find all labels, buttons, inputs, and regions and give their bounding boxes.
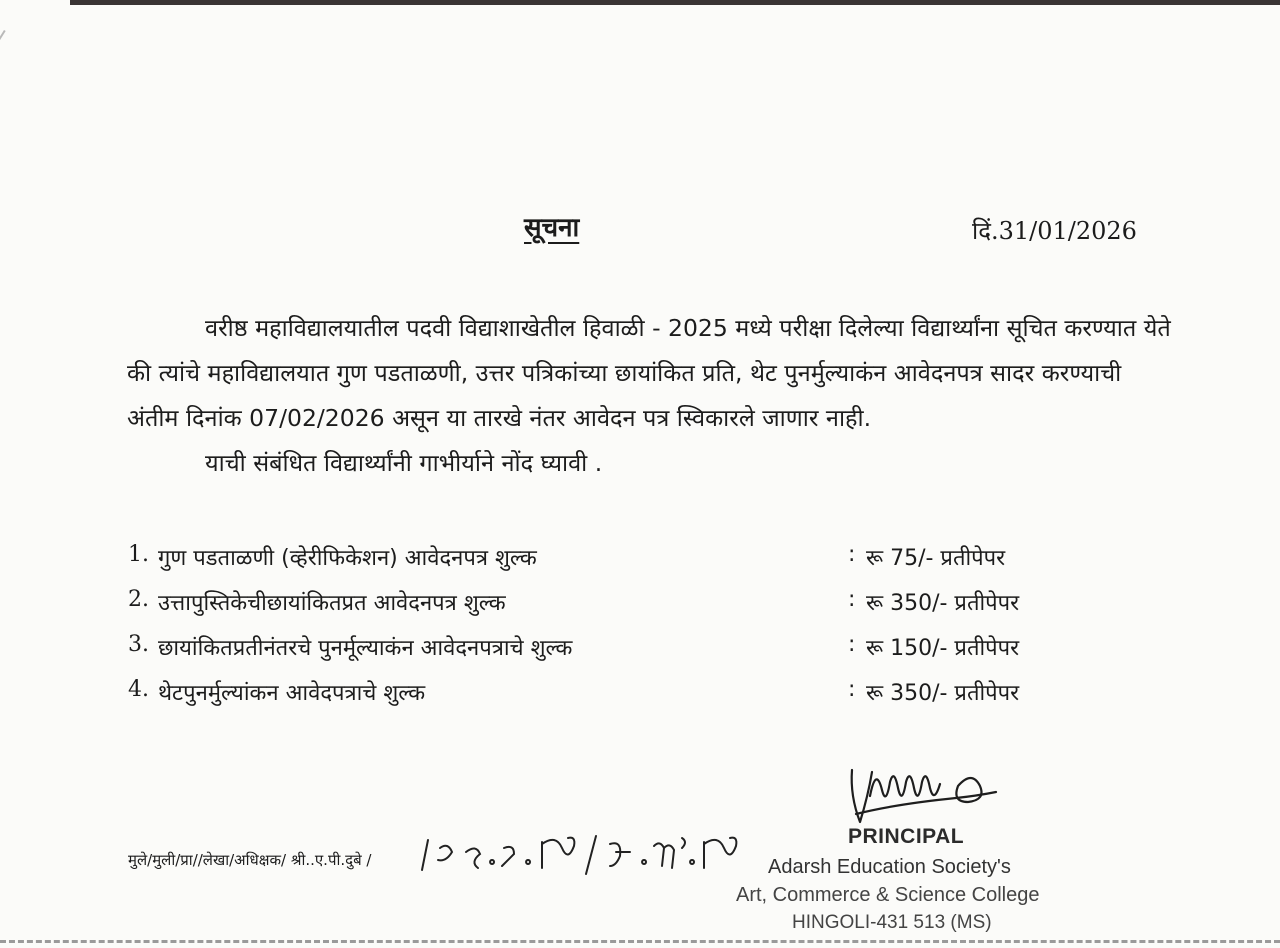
fee-item <box>128 577 1088 622</box>
fee-list <box>128 532 1088 712</box>
notice-paragraph: वरीष्ठ महाविद्यालयातील पदवी विद्याशाखेतील हिवाळी - 2025 मध्ये परीक्षा दिलेल्या विद्यार्थ्यांना सूचित करण्यात येते की त्यांचे महाविद्यालयात गुण पडताळणी, उत्तर पत्रिकांच्या छायांकित प्रति, थेट पुनर्मुल्याकंन आवेदनपत्र सादर करण्याची अंतीम दिनांक 07/02/2026 असून या तारखे नंतर आवेदन पत्र स्विकारले जाणार नाही. <box>127 314 1171 432</box>
stamp-title: PRINCIPAL <box>848 825 965 848</box>
fee-item <box>128 667 1088 712</box>
page-bottom-edge <box>0 940 1280 943</box>
notice-instruction: याची संबंधित विद्यार्थ्यांनी गाभीर्याने नोंद घ्यावी . <box>205 449 603 477</box>
fee-item <box>128 622 1088 667</box>
fee-number: 2. <box>128 587 149 612</box>
fee-number: 3. <box>128 632 149 657</box>
fee-amount: रू 350/- प्रतीपेपर <box>866 591 1020 616</box>
notice-body <box>127 306 1172 486</box>
fee-label: थेटपुनर्मुल्यांकन आवेदपत्राचे शुल्क <box>158 681 426 706</box>
fee-amount: रू 150/- प्रतीपेपर <box>866 636 1020 661</box>
stamp-college: Art, Commerce & Science College <box>736 884 1040 906</box>
handwritten-initials <box>420 830 750 880</box>
fee-colon: : <box>848 632 856 657</box>
distribution-reference: मुले/मुली/प्रा//लेखा/अधिक्षक/ श्री..ए.पी.दुबे / <box>128 851 372 869</box>
notice-heading: सूचना <box>524 213 580 243</box>
fee-label: छायांकितप्रतीनंतरचे पुनर्मूल्याकंन आवेदनपत्राचे शुल्क <box>158 636 573 661</box>
fee-amount: रू 350/- प्रतीपेपर <box>866 681 1020 706</box>
fee-colon: : <box>848 677 856 702</box>
paper-scratch <box>0 30 6 124</box>
page-top-edge <box>70 0 1280 5</box>
fee-label: गुण पडताळणी (व्हेरीफिकेशन) आवेदनपत्र शुल्क <box>158 546 537 571</box>
fee-number: 1. <box>128 542 149 567</box>
notice-date: दिं.31/01/2026 <box>972 217 1137 245</box>
fee-colon: : <box>848 542 856 567</box>
fee-colon: : <box>848 587 856 612</box>
principal-signature <box>846 756 1006 828</box>
stamp-address: HINGOLI-431 513 (MS) <box>792 912 992 933</box>
stamp-society: Adarsh Education Society's <box>768 856 1011 878</box>
fee-amount: रू 75/- प्रतीपेपर <box>866 546 1006 571</box>
fee-label: उत्तापुस्तिकेचीछायांकितप्रत आवेदनपत्र शुल्क <box>158 591 506 616</box>
fee-item <box>128 532 1088 577</box>
fee-number: 4. <box>128 677 149 702</box>
